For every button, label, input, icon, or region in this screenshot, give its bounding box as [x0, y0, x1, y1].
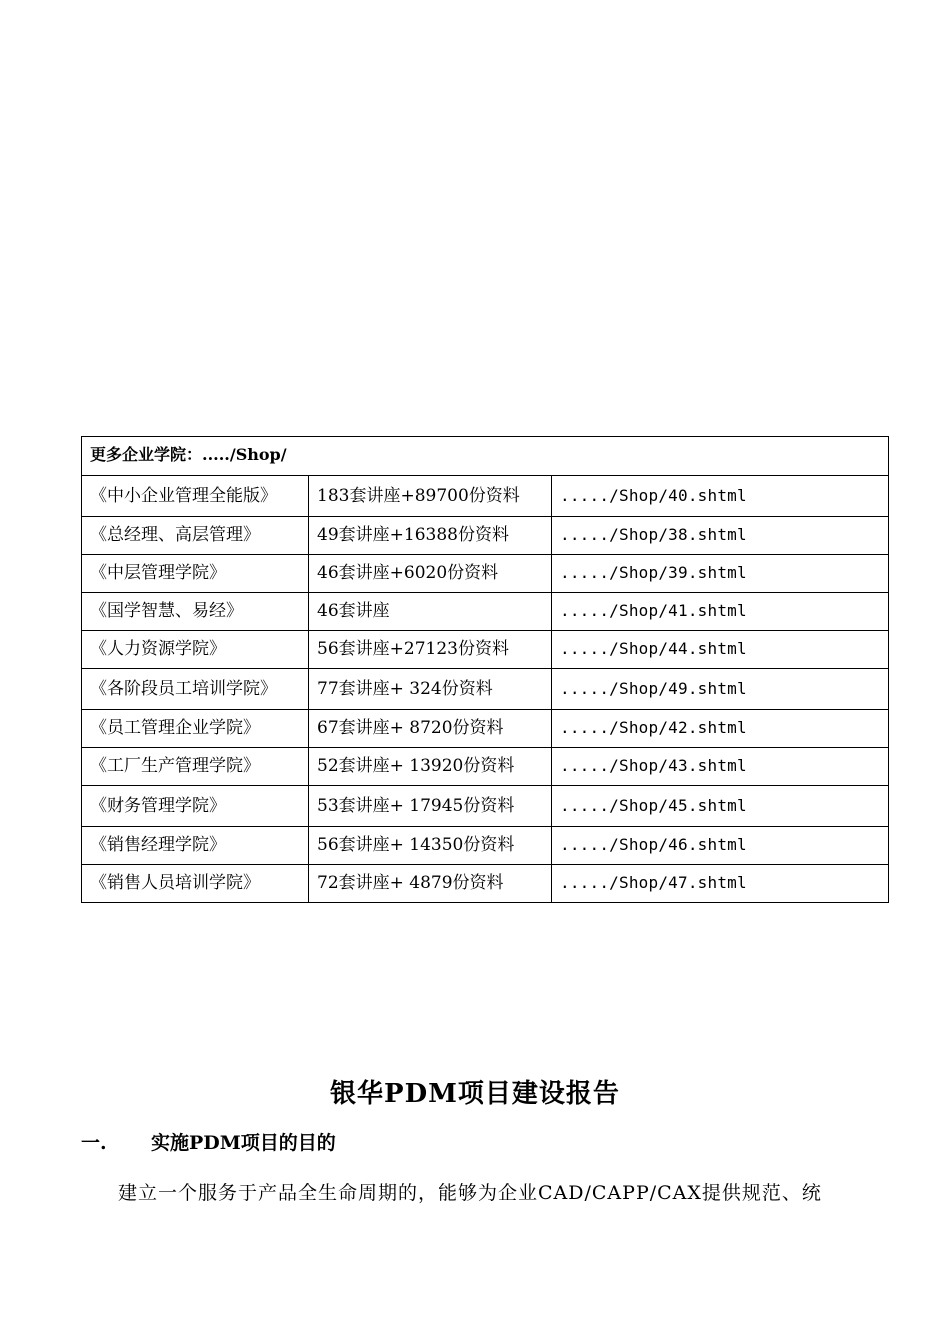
- table-row: [82, 748, 889, 786]
- document-title: 银华PDM项目建设报告: [330, 1079, 620, 1109]
- course-catalog-table: [81, 436, 889, 903]
- course-name: 《中小企业管理全能版》: [82, 476, 309, 517]
- course-content: 56套讲座+ 14350份资料: [309, 827, 552, 865]
- course-link[interactable]: ...../Shop/46.shtml: [552, 827, 889, 865]
- course-link[interactable]: ...../Shop/49.shtml: [552, 669, 889, 710]
- table-row: [82, 865, 889, 903]
- table-row: [82, 555, 889, 593]
- course-content: 46套讲座+6020份资料: [309, 555, 552, 593]
- table-row: [82, 710, 889, 748]
- course-name: 《销售经理学院》: [82, 827, 309, 865]
- course-link[interactable]: ...../Shop/41.shtml: [552, 593, 889, 631]
- course-content: 67套讲座+ 8720份资料: [309, 710, 552, 748]
- table-row: [82, 786, 889, 827]
- table-header-cell: 更多企业学院：...../Shop/: [82, 437, 889, 476]
- course-content: 77套讲座+ 324份资料: [309, 669, 552, 710]
- course-link[interactable]: ...../Shop/47.shtml: [552, 865, 889, 903]
- course-content: 53套讲座+ 17945份资料: [309, 786, 552, 827]
- course-link[interactable]: ...../Shop/42.shtml: [552, 710, 889, 748]
- course-name: 《财务管理学院》: [82, 786, 309, 827]
- course-name: 《人力资源学院》: [82, 631, 309, 669]
- course-name: 《工厂生产管理学院》: [82, 748, 309, 786]
- section-title: 实施PDM项目的目的: [151, 1132, 336, 1154]
- course-content: 183套讲座+89700份资料: [309, 476, 552, 517]
- course-name: 《销售人员培训学院》: [82, 865, 309, 903]
- section-number: 一.: [81, 1132, 107, 1154]
- table-row: [82, 669, 889, 710]
- course-content: 46套讲座: [309, 593, 552, 631]
- table-row: [82, 517, 889, 555]
- course-name: 《国学智慧、易经》: [82, 593, 309, 631]
- course-link[interactable]: ...../Shop/43.shtml: [552, 748, 889, 786]
- course-name: 《中层管理学院》: [82, 555, 309, 593]
- course-link[interactable]: ...../Shop/44.shtml: [552, 631, 889, 669]
- course-link[interactable]: ...../Shop/39.shtml: [552, 555, 889, 593]
- course-link[interactable]: ...../Shop/45.shtml: [552, 786, 889, 827]
- body-paragraph: 建立一个服务于产品全生命周期的，能够为企业CAD/CAPP/CAX提供规范、统: [118, 1182, 822, 1204]
- section-heading: [81, 1128, 336, 1155]
- course-name: 《各阶段员工培训学院》: [82, 669, 309, 710]
- table-row: [82, 631, 889, 669]
- course-content: 52套讲座+ 13920份资料: [309, 748, 552, 786]
- table-row: [82, 827, 889, 865]
- course-link[interactable]: ...../Shop/38.shtml: [552, 517, 889, 555]
- course-link[interactable]: ...../Shop/40.shtml: [552, 476, 889, 517]
- table-header-row: [82, 437, 889, 476]
- course-content: 72套讲座+ 4879份资料: [309, 865, 552, 903]
- table-row: [82, 476, 889, 517]
- course-content: 56套讲座+27123份资料: [309, 631, 552, 669]
- course-name: 《总经理、高层管理》: [82, 517, 309, 555]
- course-name: 《员工管理企业学院》: [82, 710, 309, 748]
- course-content: 49套讲座+16388份资料: [309, 517, 552, 555]
- table-row: [82, 593, 889, 631]
